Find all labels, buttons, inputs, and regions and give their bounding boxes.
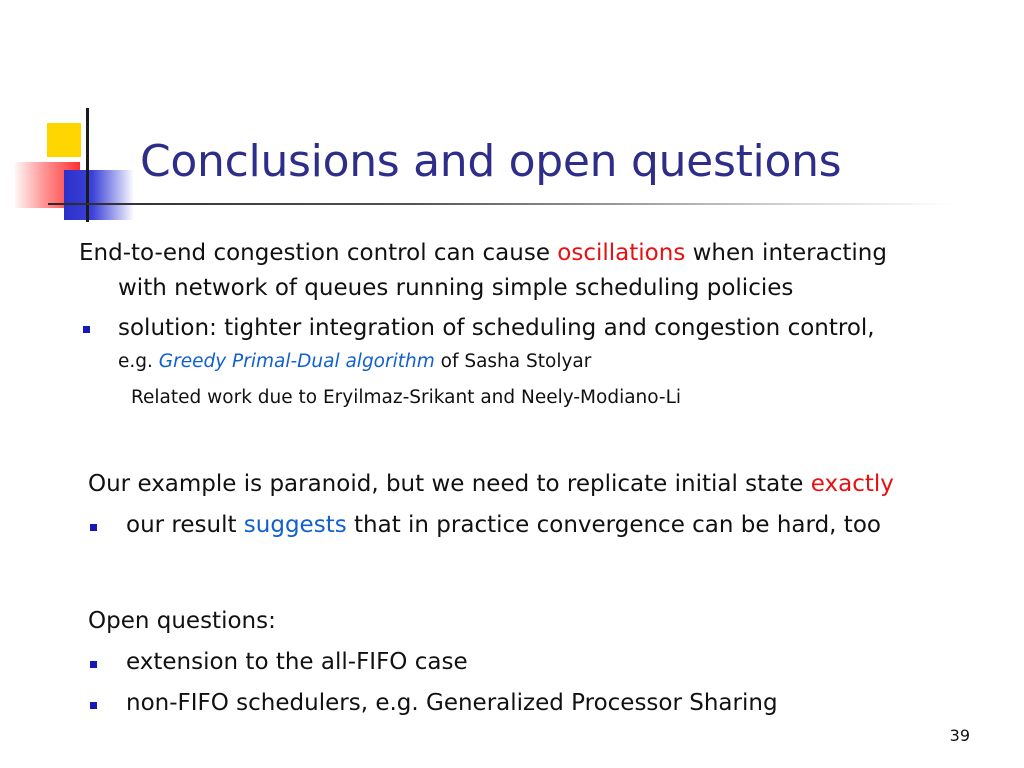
paranoid-line [88,471,894,497]
bullet-marker [90,524,97,531]
blue-square-decoration [64,170,134,220]
page-number: 39 [949,726,970,745]
intro-text-b: when interacting [685,240,887,266]
result-text-b: that in practice convergence can be hard, too [346,512,881,538]
intro-line-2: with network of queues running simple scheduling policies [118,275,794,301]
open-question-item: non-FIFO schedulers, e.g. Generalized Processor Sharing [126,690,778,716]
intro-line-1 [79,240,887,266]
open-questions-heading: Open questions: [88,608,276,634]
title-underline [48,203,958,205]
solution-bullet-line-1: solution: tighter integration of scheduling and congestion control, [118,315,875,341]
result-text-a: our result [126,512,244,538]
slide-title: Conclusions and open questions [140,136,842,187]
solution-bullet-line-2 [118,351,591,372]
eg-text: e.g. [118,351,159,372]
bullet-marker [83,326,90,333]
exactly-highlight: exactly [810,471,894,497]
open-question-item: extension to the all-FIFO case [126,649,468,675]
yellow-square-decoration [47,123,81,157]
result-bullet-line [126,512,881,538]
suggests-highlight: suggests [243,512,347,538]
related-work-line: Related work due to Eryilmaz-Srikant and Neely-Modiano-Li [131,387,682,408]
of-author-text: of Sasha Stolyar [434,351,592,372]
intro-text-a: End-to-end congestion control can cause [79,240,558,266]
bullet-marker [90,661,97,668]
paranoid-text: Our example is paranoid, but we need to replicate initial state [88,471,811,497]
bullet-marker [90,702,97,709]
oscillations-highlight: oscillations [557,240,686,266]
algorithm-name: Greedy Primal-Dual algorithm [158,351,435,372]
